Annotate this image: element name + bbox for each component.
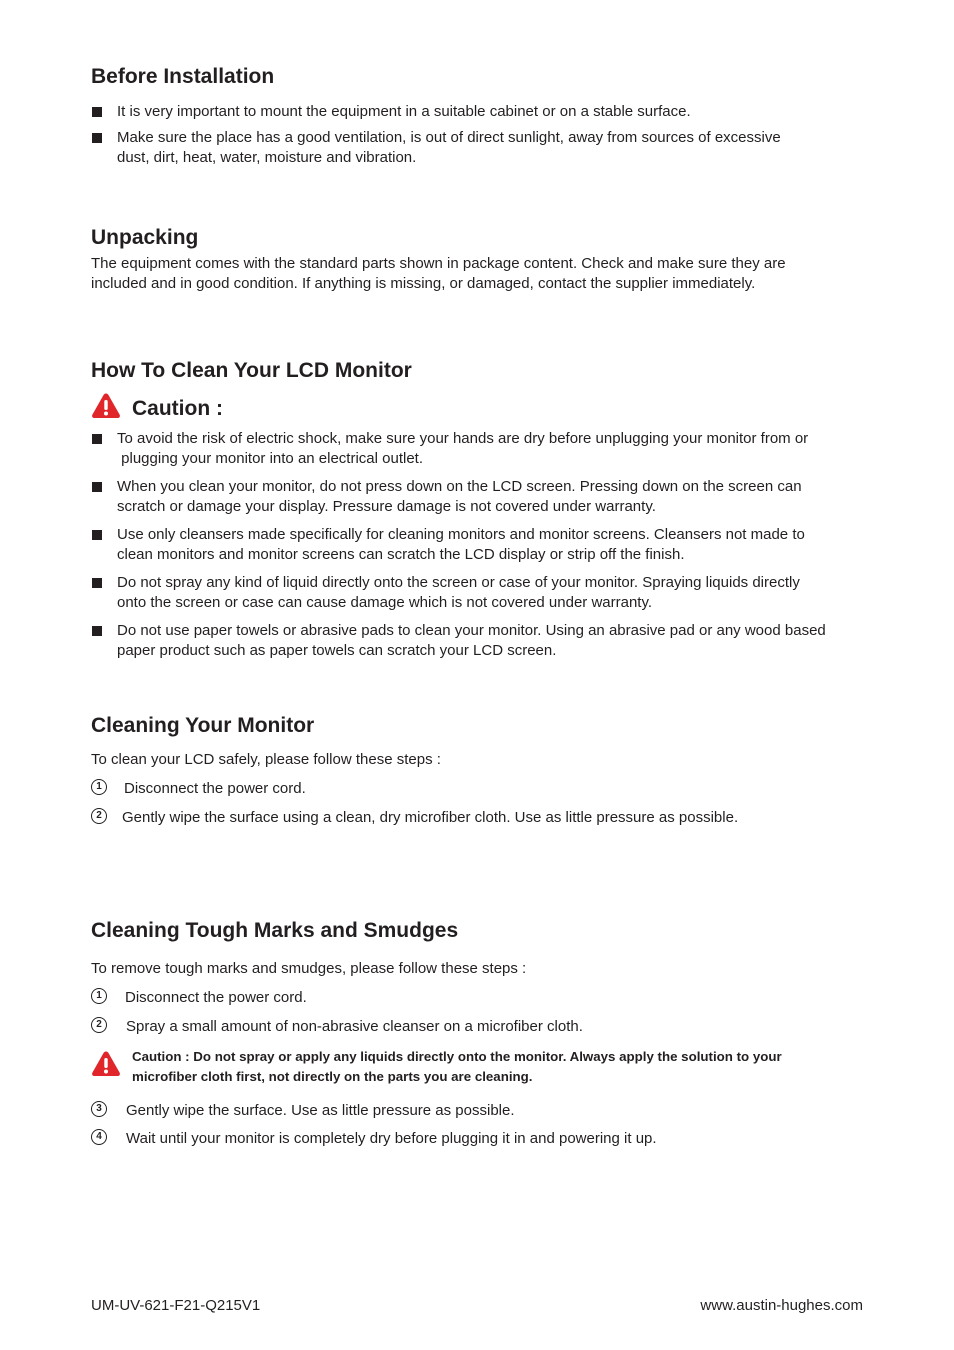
step-number-2-icon: 2	[91, 1017, 107, 1033]
step-text: Spray a small amount of non-abrasive cleanser on a microfiber cloth.	[126, 1018, 583, 1035]
bullet-text: Do not use paper towels or abrasive pads to clean your monitor. Using an abrasive pad or any wood based paper product such as paper towels can scratch your LCD screen.	[117, 622, 826, 659]
bullet-text: Make sure the place has a good ventilation, is out of direct sunlight, away from sources of excessive dust, dirt, heat, water, moisture and vibration.	[117, 129, 781, 166]
bullet-text: To avoid the risk of electric shock, make sure your hands are dry before unplugging your monitor from or plugging your monitor into an electrical outlet.	[117, 430, 809, 467]
step-text: Gently wipe the surface using a clean, dry microfiber cloth. Use as little pressure as possible.	[122, 809, 739, 826]
square-bullet-icon	[92, 107, 102, 117]
bullet-text: Use only cleansers made specifically for cleaning monitors and monitor screens. Cleansers not made to clean monitors and monitor screens can scratch the LCD display or strip off the finish.	[117, 526, 805, 563]
step-number-3-icon: 3	[91, 1101, 107, 1117]
tough-marks-intro: To remove tough marks and smudges, please follow these steps :	[91, 960, 527, 977]
step-text: Disconnect the power cord.	[124, 780, 306, 797]
cleaning-intro: To clean your LCD safely, please follow these steps :	[91, 751, 441, 768]
step-number-2-icon: 2	[91, 808, 107, 824]
square-bullet-icon	[92, 434, 102, 444]
caution-note: Caution : Do not spray or apply any liquids directly onto the monitor. Always apply the solution to your microfiber cloth first, not directly on the parts you are cleaning.	[132, 1049, 782, 1084]
square-bullet-icon	[92, 626, 102, 636]
footer-website-link[interactable]: www.austin-hughes.com	[700, 1297, 863, 1314]
square-bullet-icon	[92, 530, 102, 540]
bullet-text: It is very important to mount the equipment in a suitable cabinet or on a stable surface.	[117, 103, 691, 120]
square-bullet-icon	[92, 482, 102, 492]
step-text: Gently wipe the surface. Use as little pressure as possible.	[126, 1102, 515, 1119]
step-text: Wait until your monitor is completely dry before plugging it in and powering it up.	[126, 1130, 657, 1147]
warning-triangle-icon	[91, 392, 121, 419]
bullet-text: When you clean your monitor, do not press down on the LCD screen. Pressing down on the screen can scratch or damage your display. Pressure damage is not covered under warranty.	[117, 478, 802, 515]
heading-cleaning-your-monitor: Cleaning Your Monitor	[91, 714, 315, 737]
heading-tough-marks: Cleaning Tough Marks and Smudges	[91, 919, 459, 942]
warning-triangle-icon	[91, 1050, 121, 1077]
heading-unpacking: Unpacking	[91, 226, 199, 249]
square-bullet-icon	[92, 578, 102, 588]
heading-before-installation: Before Installation	[91, 65, 275, 88]
footer-doc-code: UM-UV-621-F21-Q215V1	[91, 1297, 261, 1314]
square-bullet-icon	[92, 133, 102, 143]
unpacking-paragraph: The equipment comes with the standard parts shown in package content. Check and make sure they are included and in good condition. If anything is missing, or damaged, contact the supplier immediately.	[91, 255, 786, 292]
step-number-1-icon: 1	[91, 988, 107, 1004]
step-number-1-icon: 1	[91, 779, 107, 795]
caution-label: Caution :	[132, 397, 223, 420]
step-text: Disconnect the power cord.	[125, 989, 307, 1006]
step-number-4-icon: 4	[91, 1129, 107, 1145]
heading-how-to-clean: How To Clean Your LCD Monitor	[91, 359, 412, 382]
bullet-text: Do not spray any kind of liquid directly onto the screen or case of your monitor. Spraying liquids directly onto the screen or case can cause damage which is not covered under warranty.	[117, 574, 800, 611]
